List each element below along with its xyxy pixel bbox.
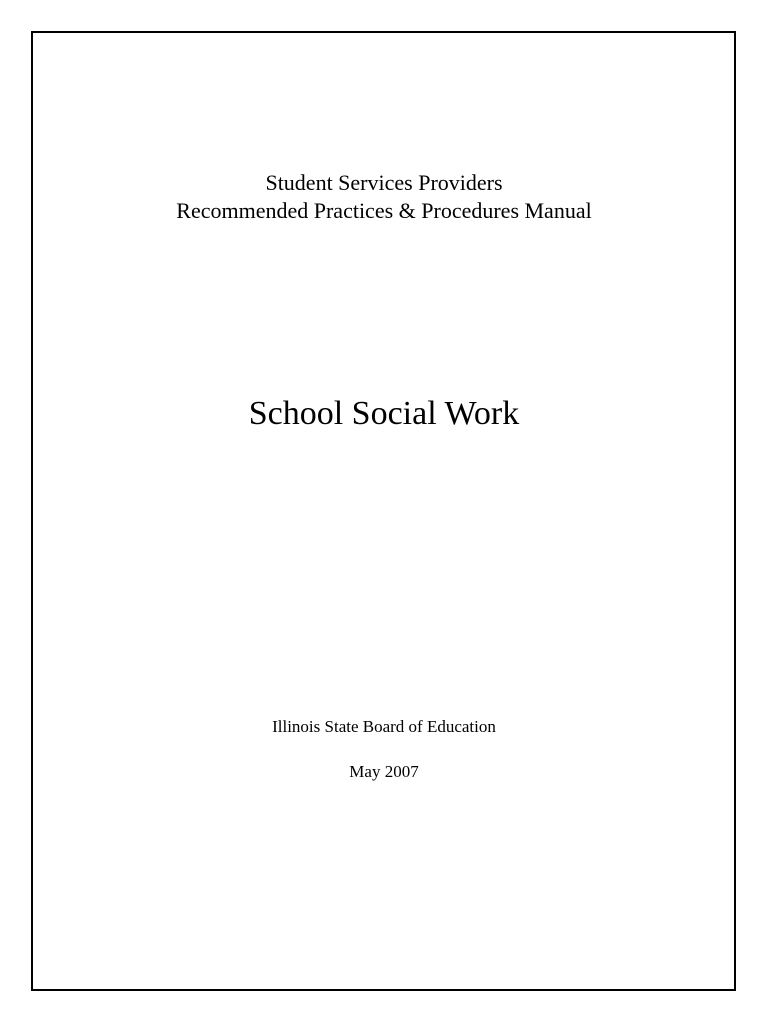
publication-date: May 2007 (349, 762, 419, 781)
manual-header (0, 169, 768, 225)
header-line-series: Student Services Providers (265, 170, 503, 195)
publisher-name: Illinois State Board of Education (272, 717, 496, 736)
document-title: School Social Work (248, 395, 520, 432)
header-line-manual: Recommended Practices & Procedures Manual (176, 198, 592, 223)
